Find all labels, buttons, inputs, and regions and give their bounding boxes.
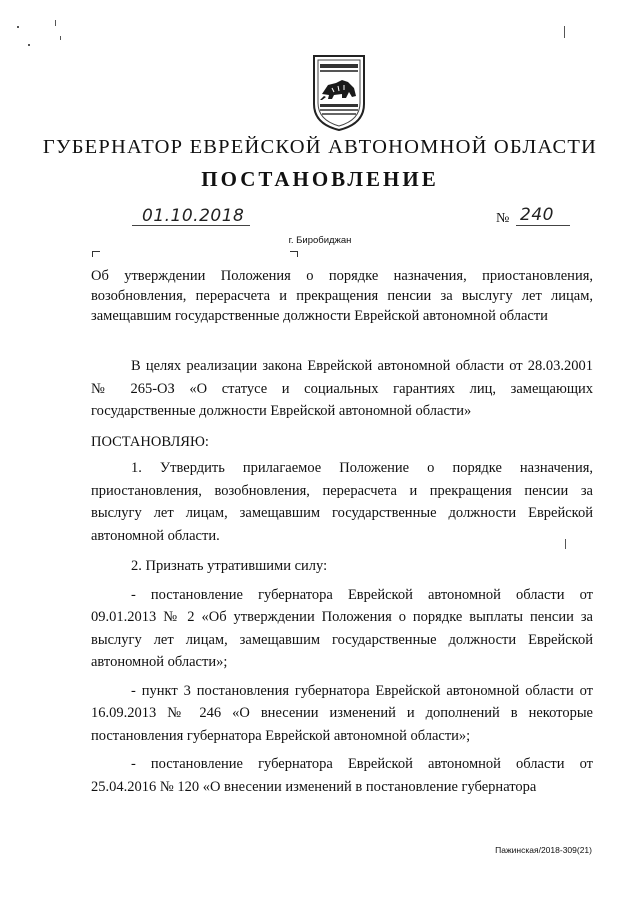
scan-speck [55,20,56,26]
decree-subject: Об утверждении Положения о порядке назначения, приостановления, возобновления, перерасчета и прекращения пенсии за выслугу лет лицам, замещавшим государственные должности Еврейской автономной области [91,268,593,324]
subject-corner-right [290,251,298,257]
scan-speck [28,44,30,46]
number-underline [516,225,570,226]
point-1: 1. Утвердить прилагаемое Положение о порядке назначения, приостановления, возобновления, перерасчета и прекращения пенсии за выслугу лет лицам, замещавшим государственные должности Еврейской автономной области. [91,460,593,544]
coat-of-arms-tiger-icon [308,52,370,132]
date-underline [132,225,250,226]
document-code: Пажинская/2018-309(21) [495,845,592,855]
repealed-item: - постановление губернатора Еврейской автономной области от 25.04.2016 № 120 «О внесении изменений в постановление губернатора [91,756,593,795]
point-2: 2. Признать утратившими силу: [131,558,328,574]
decree-body [91,355,593,804]
decree-number: 240 [520,205,554,225]
repealed-item: - постановление губернатора Еврейской автономной области от 09.01.2013 № 2 «Об утверждении Положения о порядке выплаты пенсии за выслугу лет лицам, замещавшим государственные должности Еврейской автономной области»; [91,586,593,670]
preamble-paragraph: В целях реализации закона Еврейской автономной области от 28.03.2001 № 265-ОЗ «О статусе и социальных гарантиях лиц, замещающих государственные должности Еврейской автономной области» [91,358,593,419]
resolve-heading: ПОСТАНОВЛЯЮ: [91,433,209,450]
subject-corner-left [92,251,100,257]
repealed-item: - пункт 3 постановления губернатора Еврейской автономной области от 16.09.2013 № 246 «О внесении изменений и дополнений в некоторые постановления губернатора Еврейской автономной области»; [91,682,593,744]
number-label: № [496,211,510,226]
document-type-heading: ПОСТАНОВЛЕНИЕ [201,167,439,191]
issuer-title: ГУБЕРНАТОР ЕВРЕЙСКОЙ АВТОНОМНОЙ ОБЛАСТИ [42,136,598,158]
scan-speck [17,26,19,28]
decree-date: 01.10.2018 [142,206,245,226]
scan-speck [564,26,565,38]
scan-speck [60,36,61,40]
city-name: г. Биробиджан [288,235,352,246]
